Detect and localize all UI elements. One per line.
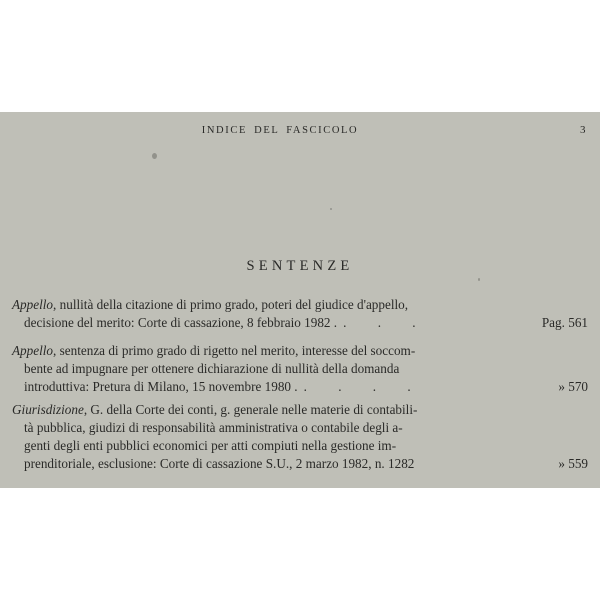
page-reference: » 559 — [558, 456, 588, 471]
dot-leader: . . . . — [303, 379, 425, 394]
page-number: 3 — [580, 124, 586, 136]
entry-line — [12, 342, 588, 360]
entry-text: decisione del merito: Corte di cassazione, 8 febbraio 1982 . — [24, 315, 338, 330]
page-reference: Pag. 561 — [541, 315, 588, 330]
entry-text: , nullità della citazione di primo grado, poteri del giudice d'appello, — [53, 297, 409, 312]
running-head: INDICE DEL FASCICOLO — [201, 125, 359, 136]
dot-leader: . . . — [343, 315, 430, 330]
entry-line — [12, 437, 588, 455]
entry-line — [12, 419, 588, 437]
index-entry — [12, 296, 588, 332]
entry-line — [12, 378, 588, 396]
entry-text: , sentenza di primo grado di rigetto nel merito, interesse del soccom- — [53, 343, 416, 358]
entry-text: prenditoriale, esclusione: Corte di cassazione S.U., 2 marzo 1982, n. 1282 — [24, 456, 415, 471]
paper-speck — [152, 153, 157, 159]
index-entry — [12, 401, 588, 473]
paper-speck — [330, 208, 332, 210]
entry-text: genti degli enti pubblici economici per atti compiuti nella gestione im- — [24, 438, 397, 453]
entry-text: tà pubblica, giudizi di responsabilità amministrativa o contabile degli a- — [24, 420, 403, 435]
entry-line — [12, 455, 588, 473]
entry-line — [12, 401, 588, 419]
entry-line — [12, 360, 588, 378]
paper-speck — [478, 278, 480, 281]
book-page — [0, 112, 600, 488]
entry-keyword: Appello — [12, 297, 54, 312]
section-title: SENTENZE — [246, 258, 354, 274]
entry-text: introduttiva: Pretura di Milano, 15 novembre 1980 . — [24, 379, 298, 394]
entry-line — [12, 296, 588, 314]
entry-text: bente ad impugnare per ottenere dichiarazione di nullità della domanda — [24, 361, 400, 376]
entry-keyword: Giurisdizione — [12, 402, 84, 417]
entry-text: , G. della Corte dei conti, g. generale nelle materie di contabili- — [83, 402, 418, 417]
entry-line — [12, 314, 588, 332]
entry-keyword: Appello — [12, 343, 54, 358]
index-entry — [12, 342, 588, 396]
page-reference: » 570 — [558, 379, 588, 394]
